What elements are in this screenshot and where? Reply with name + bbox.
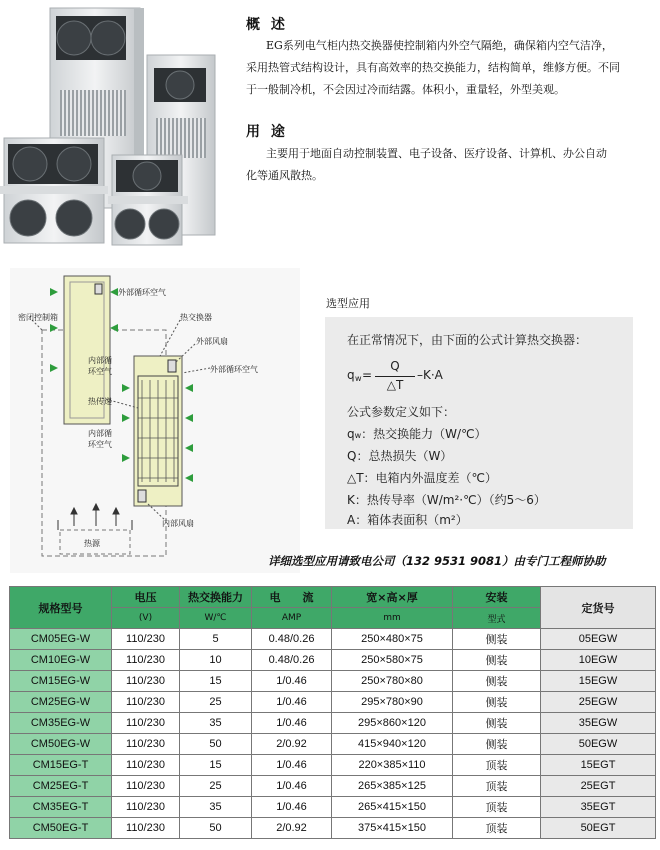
header-mount: 安装 xyxy=(453,587,541,608)
cell-model: CM25EG-W xyxy=(10,692,112,713)
cell-model: CM35EG-T xyxy=(10,797,112,818)
cell-capacity: 50 xyxy=(180,734,252,755)
cell-mount: 侧装 xyxy=(453,713,541,734)
cell-size: 250×480×75 xyxy=(332,629,453,650)
cell-voltage: 110/230 xyxy=(112,776,180,797)
label-inner-air-1b: 环空气 xyxy=(88,367,112,376)
cell-mount: 顶装 xyxy=(453,755,541,776)
cell-model: CM50EG-W xyxy=(10,734,112,755)
cell-order: 05EGW xyxy=(541,629,656,650)
cell-model: CM15EG-W xyxy=(10,671,112,692)
product-photo xyxy=(0,0,225,250)
cell-model: CM05EG-W xyxy=(10,629,112,650)
def-dT: △T：电箱内外温度差（℃） xyxy=(347,471,498,485)
cell-current: 1/0.46 xyxy=(252,671,332,692)
formula-denominator: △T xyxy=(386,378,404,392)
cell-voltage: 110/230 xyxy=(112,629,180,650)
formula xyxy=(347,361,547,393)
label-heat-source: 热源 xyxy=(84,539,100,548)
selection-title: 选型应用 xyxy=(326,297,370,310)
header-voltage: 电压 xyxy=(112,587,180,608)
cell-voltage: 110/230 xyxy=(112,755,180,776)
label-sealed-box: 密闭控制箱 xyxy=(18,313,58,322)
cell-capacity: 5 xyxy=(180,629,252,650)
cell-mount: 顶装 xyxy=(453,818,541,839)
spec-table xyxy=(9,586,656,839)
label-inner-fan: 内部风扇 xyxy=(162,519,194,528)
heat-exchange-diagram xyxy=(10,268,300,573)
cell-mount: 侧装 xyxy=(453,692,541,713)
cell-size: 375×415×150 xyxy=(332,818,453,839)
cell-model: CM50EG-T xyxy=(10,818,112,839)
cell-order: 35EGT xyxy=(541,797,656,818)
header-voltage-unit: (V) xyxy=(112,608,180,629)
cell-capacity: 25 xyxy=(180,776,252,797)
cell-capacity: 10 xyxy=(180,650,252,671)
usage-line-1: 主要用于地面自动控制装置、电子设备、医疗设备、计算机、办公自动 xyxy=(266,147,607,160)
table-row xyxy=(10,629,656,650)
cell-current: 0.48/0.26 xyxy=(252,650,332,671)
cell-capacity: 50 xyxy=(180,818,252,839)
cell-mount: 侧装 xyxy=(453,671,541,692)
overview-line-3: 于一般制冷机，不会因过冷而结露。体积小，重量轻，外型美观。 xyxy=(246,83,565,96)
def-K: K：热传导率（W/m²·℃）（约5～6） xyxy=(347,493,546,507)
label-heat-exchanger: 热交换器 xyxy=(180,313,212,322)
table-row xyxy=(10,650,656,671)
header-model: 规格型号 xyxy=(10,587,112,629)
cell-size: 250×580×75 xyxy=(332,650,453,671)
table-row xyxy=(10,671,656,692)
cell-model: CM10EG-W xyxy=(10,650,112,671)
cell-order: 50EGT xyxy=(541,818,656,839)
cell-size: 295×780×90 xyxy=(332,692,453,713)
formula-lhs: q xyxy=(347,368,355,382)
formula-eq: = xyxy=(362,368,373,382)
table-row xyxy=(10,797,656,818)
cell-mount: 侧装 xyxy=(453,734,541,755)
table-row xyxy=(10,776,656,797)
header-capacity-unit: W/℃ xyxy=(180,608,252,629)
header-size: 宽×高×厚 xyxy=(332,587,453,608)
cell-model: CM25EG-T xyxy=(10,776,112,797)
cell-order: 15EGT xyxy=(541,755,656,776)
cell-current: 1/0.46 xyxy=(252,776,332,797)
label-heat-transfer: 热传递 xyxy=(88,397,112,406)
cell-capacity: 15 xyxy=(180,755,252,776)
label-inner-air-2a: 内部循 xyxy=(88,429,112,438)
cell-voltage: 110/230 xyxy=(112,650,180,671)
header-order: 定货号 xyxy=(541,587,656,629)
table-row xyxy=(10,755,656,776)
cell-voltage: 110/230 xyxy=(112,713,180,734)
cell-voltage: 110/230 xyxy=(112,797,180,818)
cell-capacity: 35 xyxy=(180,713,252,734)
cell-voltage: 110/230 xyxy=(112,818,180,839)
cell-order: 50EGW xyxy=(541,734,656,755)
def-qw-text: ：热交换能力（W/℃） xyxy=(361,427,487,441)
cell-size: 415×940×120 xyxy=(332,734,453,755)
table-row xyxy=(10,692,656,713)
cell-size: 265×385×125 xyxy=(332,776,453,797)
spec-table-body xyxy=(10,629,656,839)
formula-lhs-sub: w xyxy=(355,374,362,383)
cell-order: 15EGW xyxy=(541,671,656,692)
cell-model: CM35EG-W xyxy=(10,713,112,734)
cell-order: 25EGW xyxy=(541,692,656,713)
overview-line-1: EG系列电气柜内热交换器使控制箱内外空气隔绝，确保箱内空气洁净， xyxy=(266,39,613,52)
cell-size: 220×385×110 xyxy=(332,755,453,776)
cell-model: CM15EG-T xyxy=(10,755,112,776)
label-outer-air-1: 外部循环空气 xyxy=(118,288,166,297)
heat-exchanger-units-illustration xyxy=(0,0,225,250)
cell-current: 1/0.46 xyxy=(252,713,332,734)
def-qw-symbol: q xyxy=(347,427,355,441)
cell-mount: 顶装 xyxy=(453,797,541,818)
formula-fraction-bar xyxy=(375,376,415,377)
cell-current: 2/0.92 xyxy=(252,734,332,755)
defs-title: 公式参数定义如下： xyxy=(347,405,456,419)
outer-fan-icon xyxy=(168,360,176,372)
cell-size: 265×415×150 xyxy=(332,797,453,818)
usage-line-2: 化等通风散热。 xyxy=(246,169,323,182)
cell-mount: 侧装 xyxy=(453,629,541,650)
cell-order: 35EGW xyxy=(541,713,656,734)
cell-size: 250×780×80 xyxy=(332,671,453,692)
def-qw xyxy=(347,425,487,442)
cell-order: 25EGT xyxy=(541,776,656,797)
def-A: A：箱体表面积（m²） xyxy=(347,513,468,527)
def-Q: Q：总热损失（W） xyxy=(347,449,453,463)
inner-fan-icon xyxy=(138,490,146,502)
header-capacity: 热交换能力 xyxy=(180,587,252,608)
label-outer-fan: 外部风扇 xyxy=(196,337,228,346)
cell-mount: 侧装 xyxy=(453,650,541,671)
header-size-unit: mm xyxy=(332,608,453,629)
cell-capacity: 35 xyxy=(180,797,252,818)
header-mount-unit: 型式 xyxy=(453,608,541,629)
cell-capacity: 25 xyxy=(180,692,252,713)
cell-voltage: 110/230 xyxy=(112,671,180,692)
cell-order: 10EGW xyxy=(541,650,656,671)
cell-current: 1/0.46 xyxy=(252,797,332,818)
cell-voltage: 110/230 xyxy=(112,734,180,755)
cell-mount: 顶装 xyxy=(453,776,541,797)
cell-current: 2/0.92 xyxy=(252,818,332,839)
formula-rest: –K·A xyxy=(417,368,443,382)
formula-intro: 在正常情况下，由下面的公式计算热交换器： xyxy=(347,333,588,347)
label-outer-air-2: 外部循环空气 xyxy=(210,365,258,374)
cell-capacity: 15 xyxy=(180,671,252,692)
cell-size: 295×860×120 xyxy=(332,713,453,734)
formula-box xyxy=(325,317,633,529)
label-inner-air-2b: 环空气 xyxy=(88,440,112,449)
formula-numerator: Q xyxy=(390,359,400,373)
table-row xyxy=(10,734,656,755)
cell-current: 1/0.46 xyxy=(252,755,332,776)
def-qw-sub: w xyxy=(354,431,362,440)
cell-current: 1/0.46 xyxy=(252,692,332,713)
overview-line-2: 采用热管式结构设计，具有高效率的热交换能力，结构简单，维修方便。不同 xyxy=(246,61,620,74)
contact-line: 详细选型应用请致电公司（132 9531 9081）由专门工程师协助 xyxy=(268,554,606,568)
label-inner-air-1a: 内部循 xyxy=(88,356,112,365)
table-row xyxy=(10,713,656,734)
cell-voltage: 110/230 xyxy=(112,692,180,713)
usage-title: 用 途 xyxy=(246,124,288,140)
header-current-unit: AMP xyxy=(252,608,332,629)
cell-current: 0.48/0.26 xyxy=(252,629,332,650)
header-current: 电 流 xyxy=(252,587,332,608)
table-header-row-1 xyxy=(10,587,656,608)
table-row xyxy=(10,818,656,839)
overview-title: 概 述 xyxy=(246,17,288,33)
